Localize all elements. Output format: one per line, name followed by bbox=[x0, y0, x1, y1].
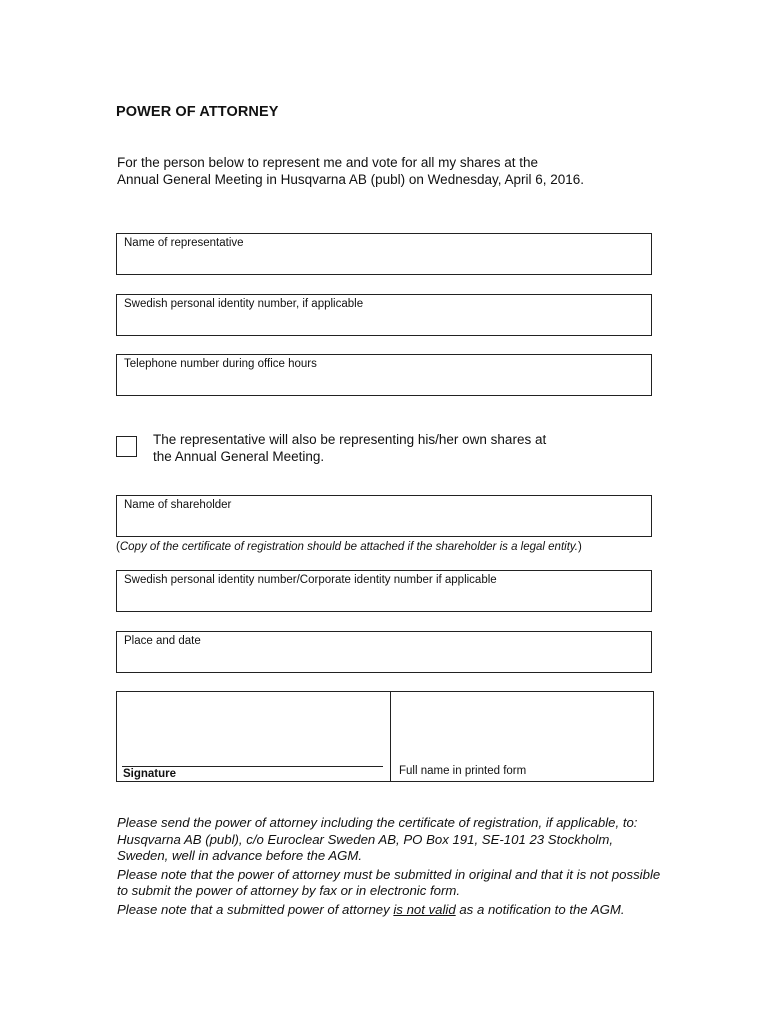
telephone-field[interactable] bbox=[116, 354, 652, 396]
corporate-id-label: Swedish personal identity number/Corporate identity number if applicable bbox=[124, 574, 497, 586]
footer-instructions bbox=[117, 815, 662, 921]
personal-id-field[interactable] bbox=[116, 294, 652, 336]
place-date-field[interactable] bbox=[116, 631, 652, 673]
signature-box bbox=[116, 691, 654, 782]
shareholder-name-label: Name of shareholder bbox=[124, 499, 232, 511]
footer-p3-underline: is not valid bbox=[393, 901, 456, 917]
corporate-id-field[interactable] bbox=[116, 570, 652, 612]
signature-line[interactable] bbox=[122, 766, 383, 767]
footer-paragraph-3 bbox=[117, 902, 662, 919]
footer-p3-before: Please note that a submitted power of attorney bbox=[117, 901, 394, 917]
footer-paragraph-1: Please send the power of attorney including the certificate of registration, if applicable, to: Husqvarna AB (publ), c/o Euroclear Sweden AB, PO Box 191, SE-101 23 Stockholm, Sweden, well in advance before the AGM. bbox=[117, 815, 638, 864]
note-open-paren: ( bbox=[116, 541, 120, 553]
shareholder-name-field[interactable] bbox=[116, 495, 652, 537]
own-shares-line-2: the Annual General Meeting. bbox=[153, 449, 325, 464]
document-title: POWER OF ATTORNEY bbox=[116, 104, 279, 120]
representative-name-field[interactable] bbox=[116, 233, 652, 275]
own-shares-checkbox[interactable] bbox=[116, 436, 137, 457]
note-text: Copy of the certificate of registration should be attached if the shareholder is a legal entity. bbox=[119, 541, 578, 553]
intro-line-2: Annual General Meeting in Husqvarna AB (publ) on Wednesday, April 6, 2016. bbox=[117, 172, 585, 187]
telephone-label: Telephone number during office hours bbox=[124, 358, 317, 370]
signature-label: Signature bbox=[123, 768, 177, 780]
full-name-label: Full name in printed form bbox=[399, 765, 527, 777]
own-shares-line-1: The representative will also be representing his/her own shares at bbox=[153, 432, 547, 447]
intro-line-1: For the person below to represent me and vote for all my shares at the bbox=[117, 155, 538, 170]
certificate-note bbox=[116, 541, 582, 553]
footer-p3-after: as a notification to the AGM. bbox=[455, 901, 625, 917]
note-close-paren: ) bbox=[577, 541, 582, 553]
representative-name-label: Name of representative bbox=[124, 237, 244, 249]
footer-paragraph-2: Please note that the power of attorney must be submitted in original and that it is not possible to submit the power of attorney by fax or in electronic form. bbox=[117, 866, 661, 899]
signature-divider bbox=[390, 692, 391, 781]
intro-text bbox=[117, 154, 584, 188]
own-shares-checkbox-label bbox=[153, 431, 546, 465]
personal-id-label: Swedish personal identity number, if applicable bbox=[124, 298, 364, 310]
place-date-label: Place and date bbox=[124, 635, 201, 647]
